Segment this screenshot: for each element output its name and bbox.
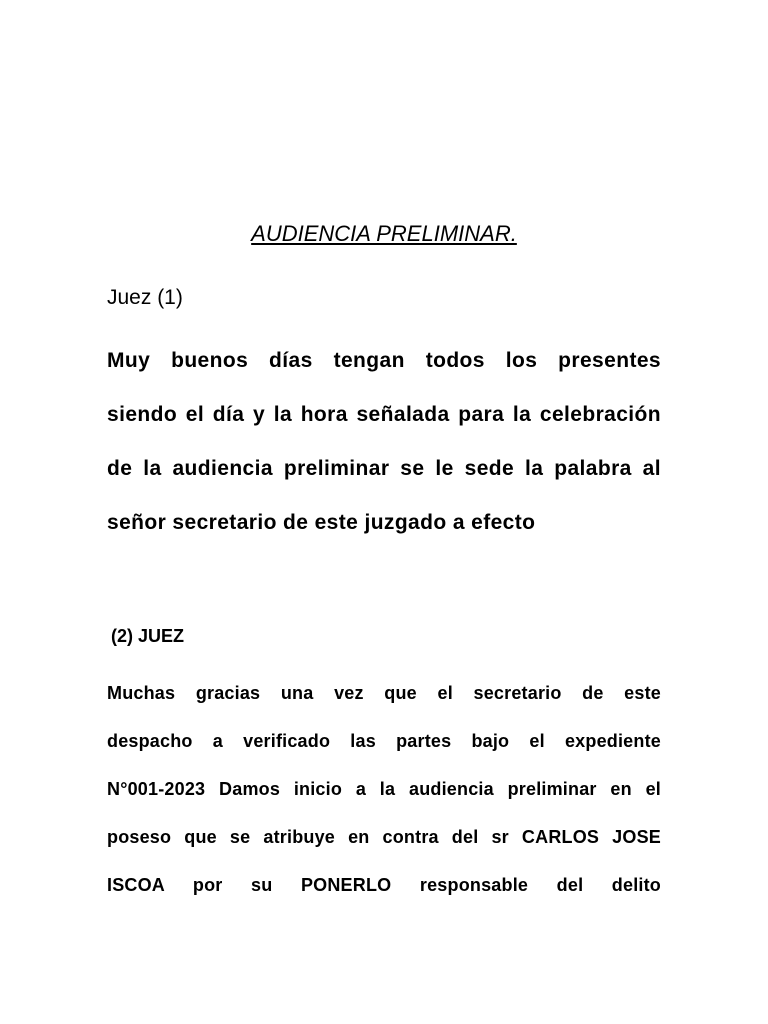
paragraph-1: [107, 334, 661, 550]
paragraph-line: N°001-2023 Damos inicio a la audiencia preliminar en el: [107, 779, 661, 799]
paragraph-line: ISCOA por su PONERLO responsable del delito: [107, 875, 661, 895]
paragraph-line: despacho a verificado las partes bajo el expediente: [107, 731, 661, 751]
document-title: AUDIENCIA PRELIMINAR.: [251, 221, 517, 246]
paragraph-line: Muy buenos días tengan todos los presentes: [107, 349, 661, 372]
paragraph-line: Muchas gracias una vez que el secretario de este: [107, 683, 661, 703]
paragraph-line: de la audiencia preliminar se le sede la palabra al: [107, 457, 661, 480]
paragraph-line: señor secretario de este juzgado a efecto: [107, 511, 536, 534]
paragraph-line: poseso que se atribuye en contra del sr CARLOS JOSE: [107, 827, 661, 847]
speaker-label-juez-1: Juez (1): [107, 286, 183, 309]
paragraph-line: siendo el día y la hora señalada para la celebración: [107, 403, 661, 426]
speaker-label-juez-2: (2) JUEZ: [111, 626, 185, 646]
paragraph-2: [107, 669, 661, 909]
